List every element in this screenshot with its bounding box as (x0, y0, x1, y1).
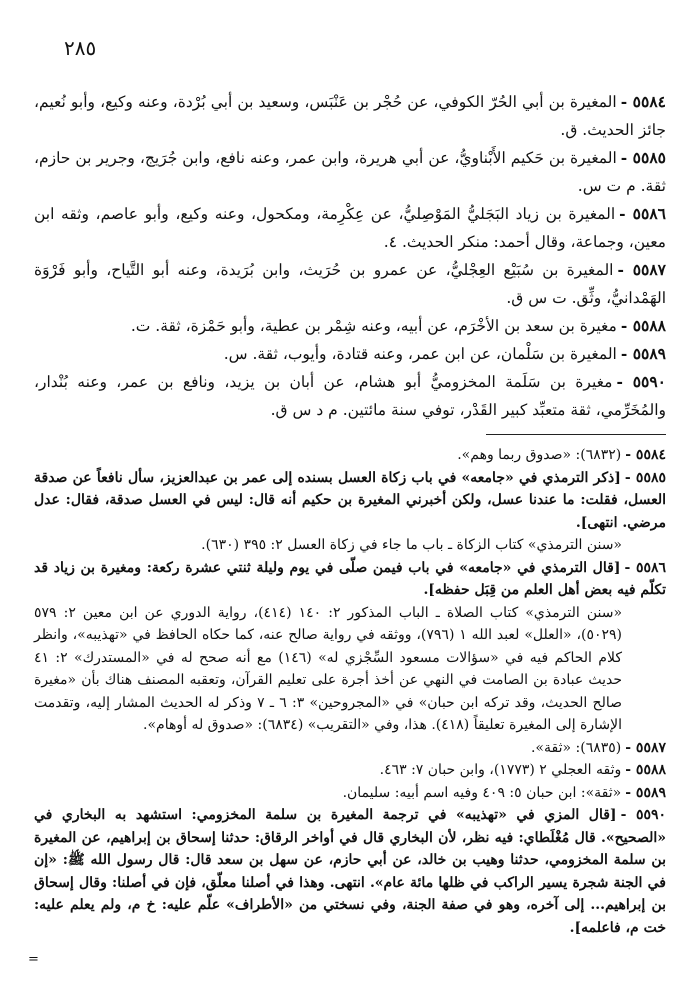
entry: ٥٥٨٩ -المغيرة بن سَلْمان، عن ابن عمر، وعنه قتادة، وأيوب، ثقة. س. (223, 344, 666, 363)
entry: ٥٥٨٥ -المغيرة بن حَكيم الأَبْناويُّ، عن أبي هريرة، وابن عمر، وعنه نافع، وابن جُرَيج، وجرير بن حازم، ثقة. م ت س. (34, 148, 666, 195)
footnote: ٥٥٨٧ -(٦٨٣٥): «ثقة». (530, 739, 666, 756)
footnote: ٥٥٩٠ -[قال المزي في «تهذيبه» في ترجمة المغيرة بن سلمة المخزومي: استشهد به البخاري في «الصحيح». قال مُغْلَطاي: فيه نظر، لأن البخاري قال في أواخر الرقاق: حدثنا إسحاق بن إبراهيم، عن المغيرة بن سلمة المخزومي، حدثنا وهيب بن خالد، عن أبي حازم، عن سهل بن سعد قال: قال رسول الله ﷺ: «إن في الجنة شجرة يسير الراكب في ظلها مائة عام». انتهى. وهذا في أصلنا معلّق، فإن في أصلنا: وقال إسحاق بن إبراهيم... إلى آخره، وهو في صفة الجنة، وفي نسختي من «الأطراف» علّم عليه: خ م، ولم يعلم عليه: خت م، فاعلمه]. (34, 807, 667, 936)
continuation-marker: = (28, 952, 39, 967)
entry: ٥٥٨٨ -مغيرة بن سعد بن الأخْرَم، عن أبيه، وعنه شِمْر بن عطية، وأبو حَمْزة، ثقة. ت. (130, 316, 666, 335)
footnote-reference: «سنن الترمذي» كتاب الزكاة ـ باب ما جاء في زكاة العسل ٢: ٣٩٥ (٦٣٠). (201, 537, 622, 553)
footnote-separator (486, 434, 666, 435)
entry: ٥٥٨٤ -المغيرة بن أبي الحُرّ الكوفي، عن حُجْر بن عَنْبَس، وسعيد بن أبي بُرْدة، وعنه وكيع، وأبو نُعيم، جائز الحديث. ق. (34, 92, 666, 139)
entry: ٥٥٨٧ -المغيرة بن سُبَيْع العِجْليُّ، عن عمرو بن حُرَيث، وابن بُرَيدة، وعنه أبو التَّياح، وأبو فَرْوَة الهَمْدانيُّ، وثِّق. ت س ق. (34, 260, 666, 307)
main-entries (34, 88, 666, 424)
entry: ٥٥٨٦ -المغيرة بن زياد البَجَليُّ المَوْصِليُّ، عن عِكْرِمة، ومكحول، وعنه وكيع، وأبو عاصم، وثقه ابن معين، وجماعة، وقال أحمد: منكر الحديث. ٤. (34, 204, 666, 251)
footnote: ٥٥٨٩ -«ثقة»: ابن حبان ٥: ٤٠٩ وفيه اسم أبيه: سليمان. (342, 784, 666, 801)
footnote: ٥٥٨٥ -[ذكر الترمذي في «جامعه» في باب زكاة العسل بسنده إلى عمر بن عبدالعزيز، سأل نافعاً عن صدقة العسل، فقلت: ما عندنا عسل، ولكن أخبرني المغيرة بن حكيم أنه قال: ليس في العسل صدقة، فقال: عدل مرضي. انتهى]. (34, 469, 666, 531)
footnote: ٥٥٨٦ -[قال الترمذي في «جامعه» في باب فيمن صلّى في يوم وليلة ثنتي عشرة ركعة: ومغيرة بن زياد قد تكلّم فيه بعض أهل العلم من قِبَل حفظه]. (34, 559, 667, 598)
page-number: ٢٨٥ (64, 36, 97, 60)
entry: ٥٥٩٠ -مغيرة بن سَلَمة المخزوميُّ أبو هشام، عن أبان بن يزيد، ونافع بن عمر، وعنه بُنْدار، والمُخَرِّمي، ثقة متعبِّد كبير القَدْر، توفي سنة مائتين. م د س ق. (34, 372, 666, 419)
footnotes (34, 444, 666, 939)
footnote: ٥٥٨٨ -وثقه العجلي ٢ (١٧٧٣)، وابن حبان ٧: ٤٦٣. (379, 762, 666, 778)
footnote: ٥٥٨٤ -(٦٨٣٢): «صدوق ربما وهم». (457, 447, 666, 463)
footnote-reference: «سنن الترمذي» كتاب الصلاة ـ الباب المذكور ٢: ١٤٠ (٤١٤)، رواية الدوري عن ابن معين ٢: ٥٧٩ (٥٠٢٩)، «العلل» لعبد الله ١ (٧٩٦)، ووثقه في رواية صالح عنه، كما حكاه الحافظ في «تهذيبه»، وانظر كلام الحاكم فيه في «سؤالات مسعود السِّجْزي له» (١٤٦) مع أنه صحح له في «المستدرك» ٢: ٤١ حديث عبادة بن الصامت في النهي عن أخذ أجرة على تعليم القرآن، وتعقبه المصنف هناك بأن «مغيرة صالح الحديث، وقد تركه ابن حبان» في «المجروحين» ٣: ٦ ـ ٧ وذكر له الحديث المشار إليه، وتقدمت الإشارة إلى المغيرة تعليقاً (٤١٨). هذا، وفي «التقريب» (٦٨٣٤): «صدوق له أوهام». (34, 604, 623, 733)
